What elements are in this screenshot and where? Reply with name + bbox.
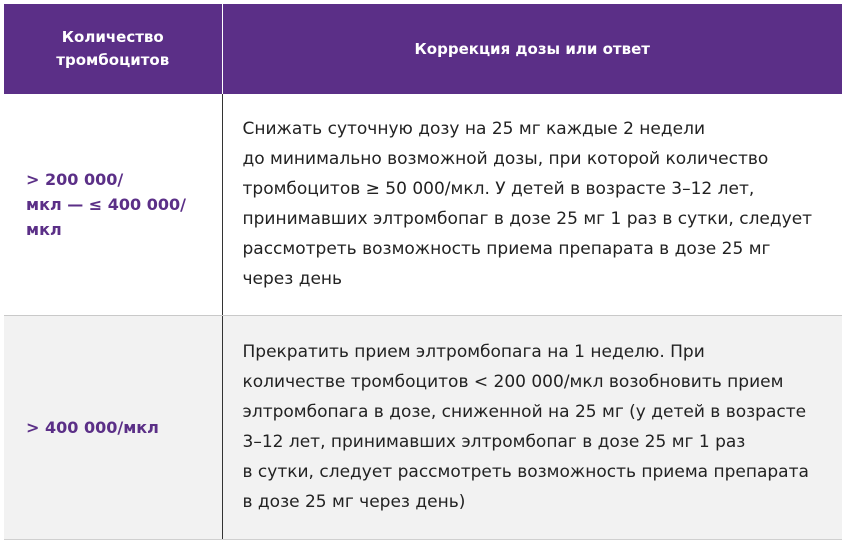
table-row — [4, 315, 842, 539]
response-line: тромбоцитов ≥ 50 000/мкл. У детей в возрасте 3–12 лет, — [242, 179, 755, 200]
header-platelet-count — [4, 4, 222, 94]
platelet-count-cell — [4, 315, 222, 539]
dose-adjustment-table — [4, 4, 842, 540]
table-row — [4, 94, 842, 315]
response-line: количестве тромбоцитов < 200 000/мкл возобновить прием — [242, 372, 784, 393]
header-dose-correction-line: Коррекция дозы или ответ — [414, 39, 650, 58]
platelet-count-line: мкл — [26, 219, 62, 239]
dose-response-cell — [222, 315, 842, 539]
response-line: до минимально возможной дозы, при которой количество — [242, 149, 769, 170]
response-line: 3–12 лет, принимавших элтромбопаг в дозе 25 мг 1 раз — [242, 432, 746, 453]
response-line: Снижать суточную дозу на 25 мг каждые 2 недели — [242, 119, 705, 140]
response-line: в дозе 25 мг через день) — [242, 492, 466, 513]
response-line: элтромбопага в дозе, сниженной на 25 мг (у детей в возрасте — [242, 402, 807, 423]
header-row — [4, 4, 842, 94]
header-dose-correction — [222, 4, 842, 94]
platelet-count-cell — [4, 94, 222, 315]
response-line: через день — [242, 269, 343, 290]
header-platelet-count-line: Количество — [61, 28, 164, 46]
platelet-count-line: > 200 000/ — [26, 169, 124, 189]
response-line: рассмотреть возможность приема препарата в дозе 25 мг — [242, 239, 771, 260]
response-line: в сутки, следует рассмотреть возможность приема препарата — [242, 462, 809, 483]
response-line: принимавших элтромбопаг в дозе 25 мг 1 раз в сутки, следует — [242, 209, 813, 230]
platelet-count-line: > 400 000/мкл — [26, 417, 159, 437]
dose-response-cell — [222, 94, 842, 315]
response-line: Прекратить прием элтромбопага на 1 неделю. При — [242, 342, 705, 363]
header-platelet-count-line: тромбоцитов — [56, 51, 170, 69]
platelet-count-line: мкл — ≤ 400 000/ — [26, 194, 186, 214]
